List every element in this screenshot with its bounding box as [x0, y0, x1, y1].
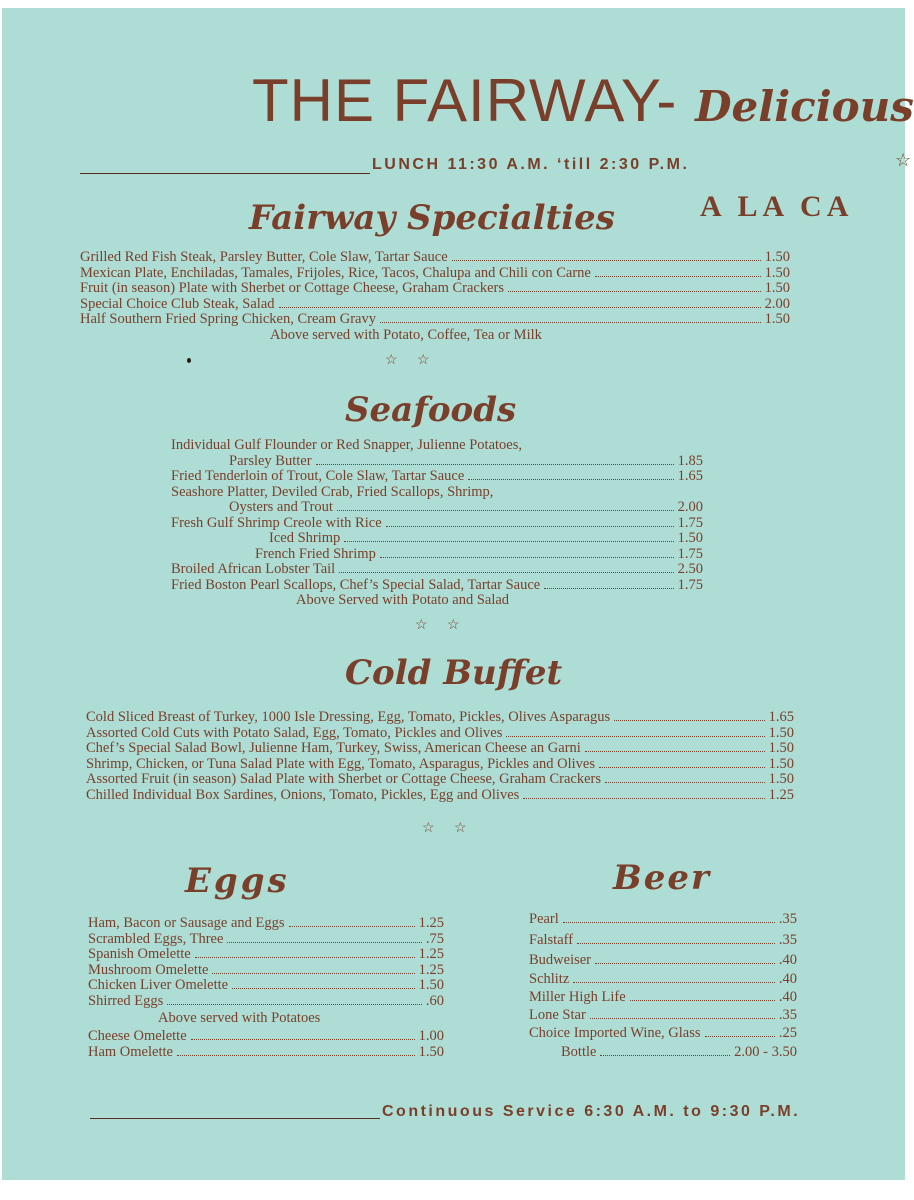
menu-item [171, 454, 703, 470]
item-name: Spanish Omelette [88, 946, 191, 962]
beer-heading: Beer [613, 858, 711, 898]
menu-item [529, 988, 797, 1006]
leader-dots [227, 942, 421, 943]
leader-dots [195, 957, 415, 958]
item-name: Ham Omelette [88, 1043, 173, 1060]
item-name: Fresh Gulf Shrimp Creole with Rice [171, 514, 382, 531]
leader-dots [563, 922, 775, 923]
leader-dots [605, 782, 765, 783]
menu-item [529, 909, 797, 930]
menu-item [88, 1045, 444, 1061]
leader-dots [590, 1018, 775, 1019]
cold-buffet-list [86, 710, 794, 803]
seafoods-list [171, 438, 703, 593]
item-name: Cheese Omelette [88, 1028, 187, 1044]
menu-item [88, 947, 444, 963]
item-price: .75 [425, 930, 444, 947]
item-price: 1.50 [768, 771, 794, 787]
leader-dots [523, 798, 764, 799]
eggs-note: Above served with Potatoes [158, 1010, 321, 1026]
leader-dots [167, 1004, 422, 1005]
menu-item [171, 469, 703, 485]
leader-dots [191, 1039, 415, 1040]
eggs-heading: Eggs [185, 861, 290, 901]
item-price: .40 [778, 989, 797, 1005]
item-price: 1.65 [768, 709, 794, 725]
star-divider: ☆ ☆ [415, 618, 468, 633]
menu-item [80, 312, 790, 328]
item-price: 1.25 [418, 961, 444, 978]
item-name: Cold Sliced Breast of Turkey, 1000 Isle Dressing, Egg, Tomato, Pickles, Olives Asparagus [86, 709, 611, 725]
item-price: 1.25 [768, 786, 794, 803]
leader-dots [339, 572, 673, 573]
item-name: Oysters and Trout [229, 499, 333, 515]
item-name: Scrambled Eggs, Three [88, 930, 224, 947]
item-name: Bottle [561, 1044, 597, 1060]
item-name: French Fried Shrimp [255, 545, 376, 562]
item-price: 1.75 [677, 576, 703, 593]
specialties-note: Above served with Potato, Coffee, Tea or Milk [270, 327, 542, 343]
item-price: 1.50 [677, 530, 703, 546]
lunch-hours: LUNCH 11:30 A.M. ‘till 2:30 P.M. [372, 156, 690, 173]
item-price: 2.00 [677, 499, 703, 515]
menu-item [171, 531, 703, 547]
specialties-heading: Fairway Specialties [249, 198, 615, 238]
item-name: Grilled Red Fish Steak, Parsley Butter, Cole Slaw, Tartar Sauce [80, 249, 448, 265]
item-name: Choice Imported Wine, Glass [529, 1025, 701, 1041]
hours-rule-top [80, 173, 370, 174]
cold-buffet-heading: Cold Buffet [345, 653, 563, 693]
item-price: 1.25 [418, 915, 444, 931]
item-name: Fried Tenderloin of Trout, Cole Slaw, Tartar Sauce [171, 468, 465, 484]
item-name: Schlitz [529, 971, 570, 987]
leader-dots [380, 557, 674, 558]
menu-item [171, 438, 703, 454]
leader-dots [380, 322, 761, 323]
menu-item [529, 930, 797, 951]
menu-item [80, 281, 790, 297]
item-price: .35 [778, 932, 797, 948]
leader-dots [289, 926, 415, 927]
leader-dots [506, 736, 764, 737]
leader-dots [344, 541, 673, 542]
item-name: Mexican Plate, Enchiladas, Tamales, Frijoles, Rice, Tacos, Chalupa and Chili con Carne [80, 264, 591, 281]
menu-item [80, 266, 790, 282]
menu-item [529, 1006, 797, 1024]
menu-item [529, 970, 797, 988]
leader-dots [508, 291, 761, 292]
item-name: Falstaff [529, 932, 574, 948]
item-name: Assorted Cold Cuts with Potato Salad, Egg, Tomato, Pickles and Olives [86, 724, 503, 741]
item-price: .40 [778, 971, 797, 987]
eggs-list-after [88, 1029, 444, 1060]
menu-item [88, 978, 444, 994]
item-name: Mushroom Omelette [88, 961, 209, 978]
beer-list [529, 909, 797, 1062]
item-price: 1.50 [764, 280, 790, 296]
leader-dots [232, 988, 415, 989]
item-name: Fruit (in season) Plate with Sherbet or Cottage Cheese, Graham Crackers [80, 280, 505, 296]
leader-dots [600, 1055, 730, 1056]
menu-item [529, 951, 797, 970]
leader-dots [614, 720, 764, 721]
menu-item [88, 994, 444, 1010]
leader-dots [577, 943, 775, 944]
item-price: .25 [778, 1025, 797, 1041]
item-name: Lone Star [529, 1007, 586, 1023]
item-price: 1.65 [677, 468, 703, 484]
item-name: Chilled Individual Box Sardines, Onions, Tomato, Pickles, Egg and Olives [86, 786, 520, 803]
menu-item [88, 916, 444, 932]
item-price: 2.50 [677, 561, 703, 577]
menu-item [88, 963, 444, 979]
item-name: Chef’s Special Salad Bowl, Julienne Ham, Turkey, Swiss, American Cheese an Garni [86, 740, 581, 756]
item-price: .35 [778, 1007, 797, 1023]
a-la-carte-label: A LA CA [700, 190, 854, 223]
item-price: 1.75 [677, 514, 703, 531]
leader-dots [279, 307, 761, 308]
restaurant-name: THE FAIRWAY- [252, 67, 678, 134]
item-price: 1.50 [418, 977, 444, 993]
leader-dots [705, 1036, 775, 1037]
star-icon: ☆ [895, 150, 912, 170]
menu-item [88, 932, 444, 948]
leader-dots [212, 973, 414, 974]
hours-rule-bottom [90, 1118, 380, 1119]
menu-item [171, 516, 703, 532]
continuous-service-hours: Continuous Service 6:30 A.M. to 9:30 P.M. [382, 1103, 801, 1120]
menu-item [86, 710, 794, 726]
seafoods-note: Above Served with Potato and Salad [296, 592, 510, 608]
item-price: 1.50 [764, 249, 790, 265]
item-price: 1.50 [768, 740, 794, 756]
menu-item [171, 562, 703, 578]
item-name: Parsley Butter [229, 452, 312, 469]
item-price: 1.25 [418, 946, 444, 962]
item-price: 2.00 - 3.50 [734, 1044, 797, 1060]
leader-dots [316, 464, 674, 465]
menu-page [2, 8, 914, 1180]
ink-spot [187, 358, 191, 363]
leader-dots [544, 588, 673, 589]
seafoods-heading: Seafoods [345, 390, 517, 430]
star-divider: ☆ ☆ [422, 821, 475, 836]
leader-dots [337, 510, 674, 511]
leader-dots [599, 767, 765, 768]
item-name: Fried Boston Pearl Scallops, Chef’s Special Salad, Tartar Sauce [171, 576, 541, 593]
item-name: Assorted Fruit (in season) Salad Plate with Sherbet or Cottage Cheese, Graham Crackers [86, 771, 602, 787]
menu-item [86, 741, 794, 757]
leader-dots [468, 479, 673, 480]
item-name: Iced Shrimp [269, 530, 341, 546]
menu-item [80, 297, 790, 313]
item-name: Special Choice Club Steak, Salad [80, 295, 275, 312]
eggs-list [88, 916, 444, 1009]
menu-title [252, 66, 914, 135]
menu-item [171, 578, 703, 594]
item-name: Half Southern Fried Spring Chicken, Cream Gravy [80, 311, 376, 327]
item-name: Chicken Liver Omelette [88, 977, 229, 993]
menu-item [80, 250, 790, 266]
item-name: Budweiser [529, 952, 592, 968]
leader-dots [595, 276, 761, 277]
item-price: 1.85 [677, 452, 703, 469]
item-name: Pearl [529, 911, 559, 927]
item-price: .35 [778, 911, 797, 927]
leader-dots [595, 963, 775, 964]
menu-item [171, 485, 703, 501]
item-name: Shrimp, Chicken, or Tuna Salad Plate with Egg, Tomato, Asparagus, Pickles and Olives [86, 755, 596, 772]
leader-dots [452, 260, 761, 261]
item-price: .60 [425, 992, 444, 1009]
item-name: Seashore Platter, Deviled Crab, Fried Scallops, Shrimp, [171, 483, 494, 500]
menu-item [529, 1024, 797, 1043]
star-divider: ☆ ☆ [385, 353, 438, 368]
leader-dots [177, 1055, 415, 1056]
item-price: 1.00 [418, 1028, 444, 1044]
leader-dots [585, 751, 765, 752]
item-price: 1.50 [764, 264, 790, 281]
menu-item [86, 757, 794, 773]
item-price: 1.50 [768, 724, 794, 741]
specialties-list [80, 250, 790, 328]
tagline: Delicious [695, 82, 914, 131]
menu-item [86, 788, 794, 804]
item-name: Ham, Bacon or Sausage and Eggs [88, 915, 285, 931]
menu-item [88, 1029, 444, 1045]
item-price: 1.50 [418, 1043, 444, 1060]
leader-dots [573, 982, 775, 983]
item-price: 1.75 [677, 545, 703, 562]
leader-dots [386, 526, 674, 527]
item-name: Shirred Eggs [88, 992, 164, 1009]
item-price: 2.00 [764, 295, 790, 312]
menu-item [86, 772, 794, 788]
menu-item [86, 726, 794, 742]
item-price: .40 [778, 952, 797, 968]
item-name: Broiled African Lobster Tail [171, 561, 336, 577]
item-name: Miller High Life [529, 989, 626, 1005]
menu-item [171, 500, 703, 516]
item-name: Individual Gulf Flounder or Red Snapper, Julienne Potatoes, [171, 437, 522, 453]
item-price: 1.50 [768, 755, 794, 772]
leader-dots [630, 1000, 775, 1001]
menu-item [529, 1043, 797, 1062]
item-price: 1.50 [764, 311, 790, 327]
menu-item [171, 547, 703, 563]
